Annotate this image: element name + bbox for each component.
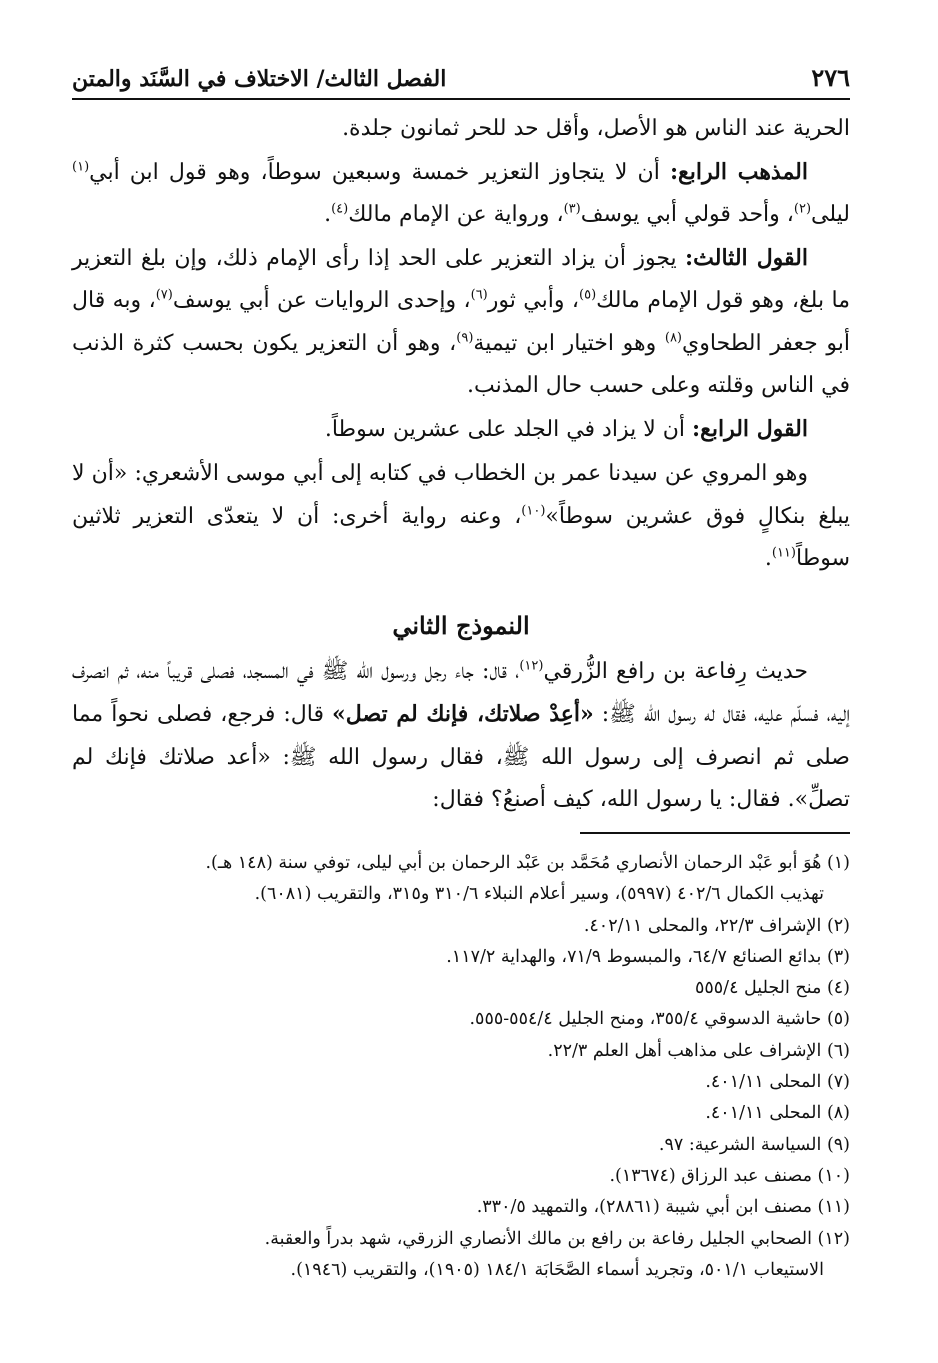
footnote-9: [72, 1130, 850, 1161]
section-title: النموذج الثاني: [392, 610, 530, 640]
footnote-continuation: الاستيعاب ٥٠١/١، وتجريد أسماء الصَّحَابَة ١٨٤/١ (١٩٠٥)، والتقريب (١٩٤٦).: [290, 1259, 824, 1280]
paragraph-umar-narration: [72, 453, 850, 581]
footnote-separator: [580, 832, 850, 834]
footnote-number: (٩): [826, 1134, 850, 1155]
text-span: ، ورواية عن الإمام مالك: [348, 202, 564, 227]
footnote-number: (١٠): [817, 1165, 850, 1186]
chapter-title: الفصل الثالث/ الاختلاف في السَّنَد والمتن: [72, 66, 447, 92]
text-span: أن لا يزاد في الجلد على عشرين سوطاً.: [324, 416, 693, 442]
footnote-number: (٦): [826, 1040, 850, 1061]
footnote-number: (٢): [826, 915, 850, 936]
section-label-third-opinion: القول الثالث:: [685, 244, 808, 271]
hadith-quote-bold: «أعِدْ صلاتك، فإنك لم تصل»: [332, 701, 594, 727]
page-number: ٢٧٦: [811, 63, 850, 92]
footnote-text: الإشراف على مذاهب أهل العلم ٢٢/٣.: [547, 1040, 827, 1061]
footnote-text: الصحابي الجليل رفاعة بن رافع بن مالك الأنصاري الزرقي، شهد بدراً والعقبة.: [264, 1228, 818, 1249]
footnote-number: (٨): [826, 1103, 850, 1124]
footnote-text: مصنف عبد الرزاق (١٣٦٧٤).: [609, 1165, 818, 1186]
footnote-number: (١٢): [817, 1228, 850, 1249]
paragraph-fourth-opinion: [72, 408, 850, 452]
footnote-number: (٥): [826, 1009, 850, 1030]
footnote-number: (١): [826, 853, 850, 873]
footnote-ref-5[interactable]: (٥): [579, 287, 597, 303]
footnote-text: المحلى ٤٠١/١١.: [705, 1072, 827, 1093]
footnote-7: [72, 1067, 850, 1098]
paragraph-1-text: الحرية عند الناس هو الأصل، وأقل حد للحر ثمانون جلدة.: [342, 116, 850, 141]
text-span: أن لا يتجاوز التعزير خمسة وسبعين سوطاً، وهو قول ابن أبي: [89, 159, 670, 185]
footnote-number: (٣): [826, 946, 850, 967]
footnote-10: [72, 1161, 850, 1192]
footnote-text: الإشراف ٢٢/٣، والمحلى ٤٠٢/١١.: [583, 915, 827, 936]
section-label-fourth-opinion: القول الرابع:: [692, 415, 808, 442]
footnote-6: [72, 1036, 850, 1067]
text-span: وهو المروي عن سيدنا عمر بن الخطاب في كتابه إلى أبي موسى الأشعري: «أن لا يبلغ بنكالٍ فوق عشرين سوطاً»: [72, 461, 850, 529]
footnote-ref-3[interactable]: (٣): [563, 201, 581, 217]
footnote-2: [72, 911, 850, 942]
text-span: قال: فرجع، فصلى نحواً مما صلى ثم انصرف إلى رسول الله ﷺ، فقال رسول الله ﷺ: «أعد صلاتك فإنك لم تصلِّ». فقال: يا رسول الله، كيف أصنعُ؟ فقال:: [72, 702, 850, 812]
footnote-5: [72, 1004, 850, 1035]
text-span: يجوز أن يزاد التعزير على الحد إذا رأى الإمام ذلك، وإن بلغ التعزير ما بلغ، وهو قول الإمام مالك: [72, 245, 850, 313]
text-span: ، وعنه رواية أخرى: أن لا يتعدّى التعزير ثلاثين سوطاً: [72, 503, 850, 571]
footnote-ref-9[interactable]: (٩): [456, 330, 474, 346]
footnote-ref-11[interactable]: (١١): [771, 545, 796, 561]
text-span: وهو اختيار ابن تيمية: [473, 330, 665, 356]
paragraph-hadith: [72, 651, 850, 822]
footnote-text: منح الجليل ٥٥٥/٤: [694, 978, 827, 999]
text-span: ، وإحدى الروايات عن أبي يوسف: [172, 288, 471, 313]
footnote-continuation: تهذيب الكمال ٤٠٢/٦ (٥٩٩٧)، وسير أعلام النبلاء ٣١٠/٦ و٣١٥، والتقريب (٦٠٨١).: [254, 884, 824, 905]
footnote-8: [72, 1098, 850, 1129]
footnote-ref-8[interactable]: (٨): [664, 330, 682, 346]
footnote-text: السياسة الشرعية: ٩٧.: [658, 1134, 827, 1155]
text-span: ، وبه قال أبو جعفر الطحاوي: [72, 288, 851, 356]
text-span: ، وأحد قولي أبي يوسف: [580, 202, 794, 227]
footnote-text: مصنف ابن أبي شيبة (٢٨٨٦١)، والتمهيد ٣٣٠/٥.: [476, 1197, 818, 1218]
footnote-ref-1[interactable]: (١): [72, 159, 90, 175]
footnote-ref-4[interactable]: (٤): [331, 201, 349, 217]
footnote-4: [72, 973, 850, 1004]
footnote-ref-2[interactable]: (٢): [793, 201, 812, 217]
text-span: .: [764, 546, 772, 571]
running-header: [72, 58, 850, 100]
main-text: [72, 108, 850, 822]
text-span: .: [324, 202, 332, 227]
footnote-number: (١١): [817, 1197, 850, 1218]
footnote-text: بدائع الصنائع ٦٤/٧، والمبسوط ٧١/٩، والهداية ١١٧/٢.: [446, 946, 827, 967]
footnote-12: [72, 1224, 850, 1287]
section-label-fourth-school: المذهب الرابع:: [669, 158, 809, 185]
footnote-text: المحلى ٤٠١/١١.: [705, 1103, 827, 1124]
text-span: ، وأبي ثور: [487, 288, 580, 313]
text-span: ، وهو أن التعزير يكون بحسب كثرة الذنب في الناس وقلته وعلى حسب حال المذنب.: [72, 330, 850, 398]
footnote-11: [72, 1192, 850, 1223]
text-span: ، قال: جاء رجل ورسول الله ﷺ في المسجد، فصلى قريباً منه، ثم انصرف إليه، فسلّم عليه، فقال له رسول الله ﷺ:: [72, 658, 851, 727]
footnote-ref-10[interactable]: (١٠): [521, 503, 546, 519]
footnote-1: [72, 848, 850, 911]
paragraph-third-opinion: [72, 237, 850, 408]
text-span: ليلى: [811, 202, 850, 227]
paragraph-fourth-school: [72, 151, 850, 237]
footnote-text: حاشية الدسوقي ٣٥٥/٤، ومنح الجليل ٥٥٤/٤-٥٥٥.: [469, 1009, 827, 1030]
footnote-3: [72, 942, 850, 973]
footnotes: [72, 848, 850, 1286]
footnote-text: هُوَ أبو عَبْد الرحمان الأنصاري مُحَمَّد بن عَبْد الرحمان بن أبي ليلى، توفي سنة (١٤٨ هـ).: [205, 853, 827, 873]
paragraph-1: [72, 108, 850, 151]
footnote-ref-7[interactable]: (٧): [155, 287, 173, 303]
footnote-number: (٧): [826, 1072, 850, 1093]
text-span: حديث رِفاعة بن رافع الزُّرقي: [543, 658, 809, 684]
footnote-ref-12[interactable]: (١٢): [519, 658, 544, 674]
footnote-number: (٤): [826, 978, 850, 999]
footnote-ref-6[interactable]: (٦): [470, 287, 488, 303]
